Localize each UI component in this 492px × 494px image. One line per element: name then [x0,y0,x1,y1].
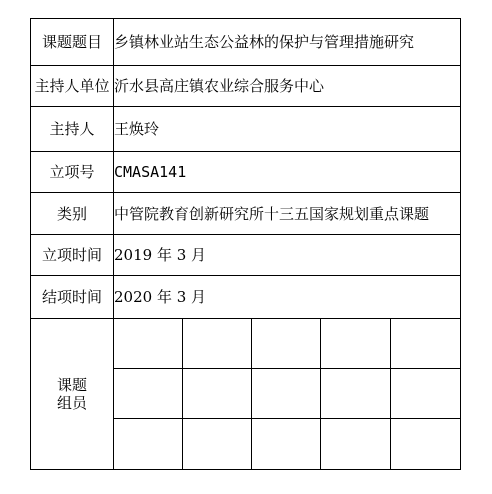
member-cell [321,369,391,419]
member-cell [321,419,391,470]
label-members [31,319,114,470]
row-project-number [31,152,461,193]
member-cell [114,319,183,369]
value-host-unit: 沂水县高庄镇农业综合服务中心 [114,66,461,107]
value-end-date: 2020 年 3 月 [114,276,461,319]
member-cell [252,419,321,470]
member-cell [252,319,321,369]
value-category: 中管院教育创新研究所十三五国家规划重点课题 [114,193,461,235]
member-cell [391,419,461,470]
value-project-number: CMASA141 [114,152,461,193]
row-end-date [31,276,461,319]
row-host-unit [31,66,461,107]
row-category [31,193,461,235]
member-cell [114,419,183,470]
label-category: 类别 [31,193,114,235]
value-start-date: 2019 年 3 月 [114,235,461,276]
row-start-date [31,235,461,276]
row-project-title [31,19,461,66]
member-cell [252,369,321,419]
row-members-1 [31,319,461,369]
label-project-number: 立项号 [31,152,114,193]
label-end-date: 结项时间 [31,276,114,319]
member-cell [183,319,252,369]
label-host: 主持人 [31,107,114,152]
member-cell [183,419,252,470]
member-cell [183,369,252,419]
label-project-title: 课题题目 [31,19,114,66]
member-cell [114,369,183,419]
member-cell [321,319,391,369]
member-cell [391,319,461,369]
label-start-date: 立项时间 [31,235,114,276]
label-members-line-1: 课题 [56,376,87,394]
project-info-table [30,18,461,470]
value-host: 王焕玲 [114,107,461,152]
row-host [31,107,461,152]
member-cell [391,369,461,419]
label-host-unit: 主持人单位 [31,66,114,107]
value-project-title: 乡镇林业站生态公益林的保护与管理措施研究 [114,19,461,66]
label-members-line-2: 组员 [56,394,87,412]
